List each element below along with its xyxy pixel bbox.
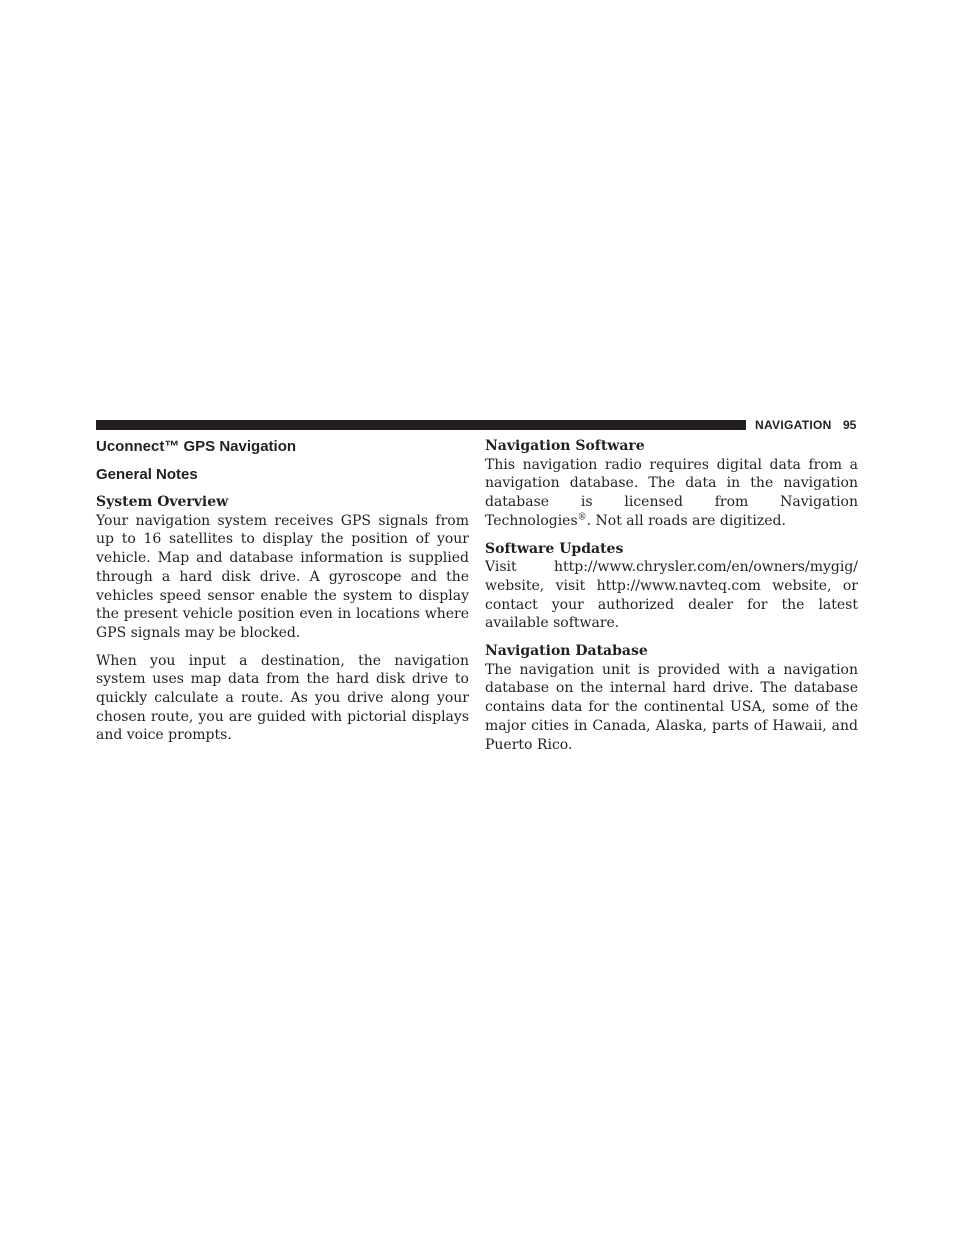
- navigation-software-heading: Navigation Software: [485, 438, 645, 454]
- system-overview-paragraph-2: When you input a destination, the navigation system uses map data from the hard disk drive to quickly calculate a route. As you drive along your chosen route, you are guided with pictorial displays and voice prompts.: [96, 652, 469, 744]
- navigation-software-paragraph: [485, 456, 858, 531]
- system-overview-paragraph-1: Your navigation system receives GPS signals from up to 16 satellites to display the position of your vehicle. Map and database information is supplied through a hard disk drive. A gyroscope and the vehicles speed sensor enable the system to display the present vehicle position even in locations where GPS signals may be blocked.: [96, 512, 469, 641]
- left-column: [96, 437, 469, 745]
- chapter-title: Uconnect™ GPS Navigation: [96, 438, 297, 455]
- navigation-database-heading: Navigation Database: [485, 643, 648, 660]
- software-updates-heading: Software Updates: [485, 540, 624, 557]
- navigation-software-text-end: . Not all roads are digitized.: [586, 512, 786, 529]
- section-title: NAVIGATION: [755, 418, 832, 432]
- general-notes-heading: General Notes: [96, 466, 198, 483]
- navigation-software-text: This navigation radio requires digital data from a navigation database. The data in the navigation database is licensed from Navigation Technologies: [485, 456, 858, 529]
- page-number: 95: [843, 418, 857, 432]
- software-updates-paragraph: Visit http://www.chrysler.com/en/owners/mygig/ website, visit http://www.navteq.com website, or contact your authorized dealer for the latest available software.: [485, 559, 858, 632]
- system-overview-heading: System Overview: [96, 494, 229, 510]
- header-rule: [96, 420, 746, 430]
- right-column: [485, 437, 858, 754]
- registered-mark: ®: [577, 512, 587, 523]
- navigation-database-paragraph: The navigation unit is provided with a navigation database on the internal hard drive. The database contains data for the continental USA, some of the major cities in Canada, Alaska, parts of Hawaii, and Puerto Rico.: [485, 661, 858, 753]
